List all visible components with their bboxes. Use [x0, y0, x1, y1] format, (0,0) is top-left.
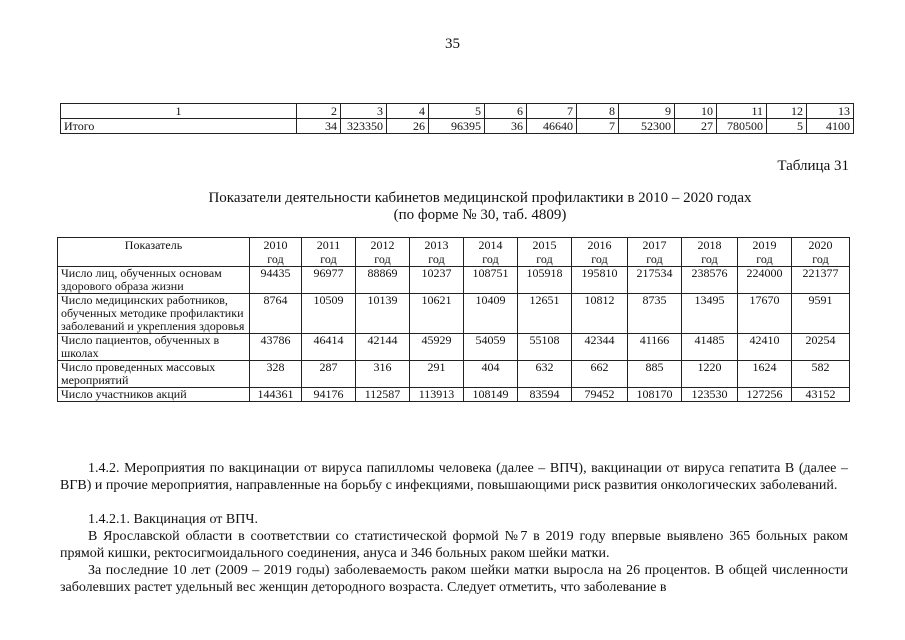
table-cell: 316 — [356, 361, 410, 388]
table-cell: 105918 — [518, 267, 572, 294]
table-cell: 43786 — [250, 334, 302, 361]
year-header: 2017 год — [628, 238, 682, 267]
summary-total-cell: 26 — [387, 119, 429, 134]
summary-header-cell: 7 — [527, 104, 577, 119]
table-cell: 42344 — [572, 334, 628, 361]
year-header: 2019 год — [738, 238, 792, 267]
table-row — [58, 388, 850, 402]
summary-total-cell: 96395 — [429, 119, 485, 134]
table-cell: 885 — [628, 361, 682, 388]
summary-header-cell: 9 — [619, 104, 675, 119]
table-cell: 55108 — [518, 334, 572, 361]
table-cell: 41166 — [628, 334, 682, 361]
table-cell: 10509 — [302, 294, 356, 334]
table-cell: 221377 — [792, 267, 850, 294]
table-cell: 1220 — [682, 361, 738, 388]
table-cell: 8764 — [250, 294, 302, 334]
prevention-offices-table — [57, 237, 850, 402]
table-cell: 328 — [250, 361, 302, 388]
summary-header-cell: 6 — [485, 104, 527, 119]
year-header: 2011 год — [302, 238, 356, 267]
table-cell: 94435 — [250, 267, 302, 294]
table-header-row — [58, 238, 850, 267]
page-number: 35 — [445, 36, 460, 52]
summary-total-cell: 323350 — [341, 119, 387, 134]
table-cell: 42144 — [356, 334, 410, 361]
table-cell: 94176 — [302, 388, 356, 402]
table-cell: 123530 — [682, 388, 738, 402]
table-cell: 1624 — [738, 361, 792, 388]
year-header: 2013 год — [410, 238, 464, 267]
table-cell: 45929 — [410, 334, 464, 361]
table-cell: 287 — [302, 361, 356, 388]
table-label: Таблица 31 — [777, 158, 849, 174]
summary-header-cell: 12 — [767, 104, 807, 119]
summary-header-cell: 8 — [577, 104, 619, 119]
table-cell: 17670 — [738, 294, 792, 334]
table-cell: 46414 — [302, 334, 356, 361]
year-header: 2015 год — [518, 238, 572, 267]
summary-total-cell: 27 — [675, 119, 717, 134]
summary-header-cell: 10 — [675, 104, 717, 119]
summary-header-cell: 1 — [61, 104, 297, 119]
summary-header-cell: 2 — [297, 104, 341, 119]
row-label: Число проведенных массовых мероприятий — [58, 361, 250, 388]
table-cell: 10237 — [410, 267, 464, 294]
row-label: Число пациентов, обученных в школах — [58, 334, 250, 361]
year-header: 2020 год — [792, 238, 850, 267]
table-cell: 144361 — [250, 388, 302, 402]
summary-header-cell: 13 — [807, 104, 854, 119]
indicator-header: Показатель — [58, 238, 250, 267]
summary-table — [60, 103, 854, 134]
table-cell: 224000 — [738, 267, 792, 294]
summary-header-cell: 4 — [387, 104, 429, 119]
year-header: 2018 год — [682, 238, 738, 267]
table-cell: 112587 — [356, 388, 410, 402]
summary-total-label: Итого — [61, 119, 297, 134]
year-header: 2012 год — [356, 238, 410, 267]
summary-total-cell: 5 — [767, 119, 807, 134]
table-cell: 10621 — [410, 294, 464, 334]
table-cell: 88869 — [356, 267, 410, 294]
table-cell: 10409 — [464, 294, 518, 334]
table-cell: 96977 — [302, 267, 356, 294]
table-cell: 127256 — [738, 388, 792, 402]
table-title-line: Показатели деятельности кабинетов медицинской профилактики в 2010 – 2020 годах — [208, 190, 752, 206]
table-row — [58, 294, 850, 334]
table-cell: 9591 — [792, 294, 850, 334]
table-cell: 632 — [518, 361, 572, 388]
table-cell: 12651 — [518, 294, 572, 334]
table-cell: 108751 — [464, 267, 518, 294]
table-row — [58, 267, 850, 294]
summary-header-cell: 3 — [341, 104, 387, 119]
year-header: 2016 год — [572, 238, 628, 267]
summary-total-cell: 4100 — [807, 119, 854, 134]
table-cell: 8735 — [628, 294, 682, 334]
paragraph-hpv-heading: 1.4.2.1. Вакцинация от ВПЧ. — [88, 512, 258, 527]
table-cell: 291 — [410, 361, 464, 388]
table-cell: 108170 — [628, 388, 682, 402]
paragraph-vaccination-measures: 1.4.2. Мероприятия по вакцинации от вируса папилломы человека (далее – ВПЧ), вакцинации от вируса гепатита В (далее – ВГВ) и прочие мероприятия, направленные на борьбу с инфекциями, повышающими риск развития онкологических заболеваний. — [60, 461, 848, 493]
table-title — [120, 190, 840, 224]
table-cell: 13495 — [682, 294, 738, 334]
row-label: Число медицинских работников, обученных методике профилактики заболеваний и укрепления здоровья — [58, 294, 250, 334]
table-cell: 41485 — [682, 334, 738, 361]
paragraph-incidence: За последние 10 лет (2009 – 2019 годы) заболеваемость раком шейки матки выросла на 26 процентов. В общей численности заболевших растет удельный вес женщин детородного возраста. Следует отметить, что заболевание в — [60, 563, 848, 595]
summary-total-cell: 36 — [485, 119, 527, 134]
table-cell: 582 — [792, 361, 850, 388]
summary-total-row — [61, 119, 854, 134]
table-cell: 217534 — [628, 267, 682, 294]
summary-total-cell: 52300 — [619, 119, 675, 134]
year-header: 2010 год — [250, 238, 302, 267]
table-row — [58, 334, 850, 361]
summary-header-cell: 11 — [717, 104, 767, 119]
table-cell: 54059 — [464, 334, 518, 361]
table-subtitle-line: (по форме № 30, таб. 4809) — [393, 207, 567, 223]
paragraph-statistics: В Ярославской области в соответствии со статистической формой №7 в 2019 году впервые выявлено 365 больных раком прямой кишки, ректосигмоидального соединения, ануса и 346 больных раком шейки матки. — [60, 529, 848, 561]
table-cell: 404 — [464, 361, 518, 388]
summary-total-cell: 780500 — [717, 119, 767, 134]
table-cell: 662 — [572, 361, 628, 388]
table-cell: 10812 — [572, 294, 628, 334]
table-cell: 43152 — [792, 388, 850, 402]
table-cell: 42410 — [738, 334, 792, 361]
summary-header-row — [61, 104, 854, 119]
row-label: Число лиц, обученных основам здорового образа жизни — [58, 267, 250, 294]
row-label: Число участников акций — [58, 388, 250, 402]
table-cell: 113913 — [410, 388, 464, 402]
table-cell: 238576 — [682, 267, 738, 294]
summary-total-cell: 34 — [297, 119, 341, 134]
table-row — [58, 361, 850, 388]
summary-total-cell: 46640 — [527, 119, 577, 134]
summary-total-cell: 7 — [577, 119, 619, 134]
table-cell: 83594 — [518, 388, 572, 402]
table-cell: 195810 — [572, 267, 628, 294]
year-header: 2014 год — [464, 238, 518, 267]
table-cell: 79452 — [572, 388, 628, 402]
table-cell: 108149 — [464, 388, 518, 402]
table-cell: 10139 — [356, 294, 410, 334]
table-cell: 20254 — [792, 334, 850, 361]
summary-header-cell: 5 — [429, 104, 485, 119]
